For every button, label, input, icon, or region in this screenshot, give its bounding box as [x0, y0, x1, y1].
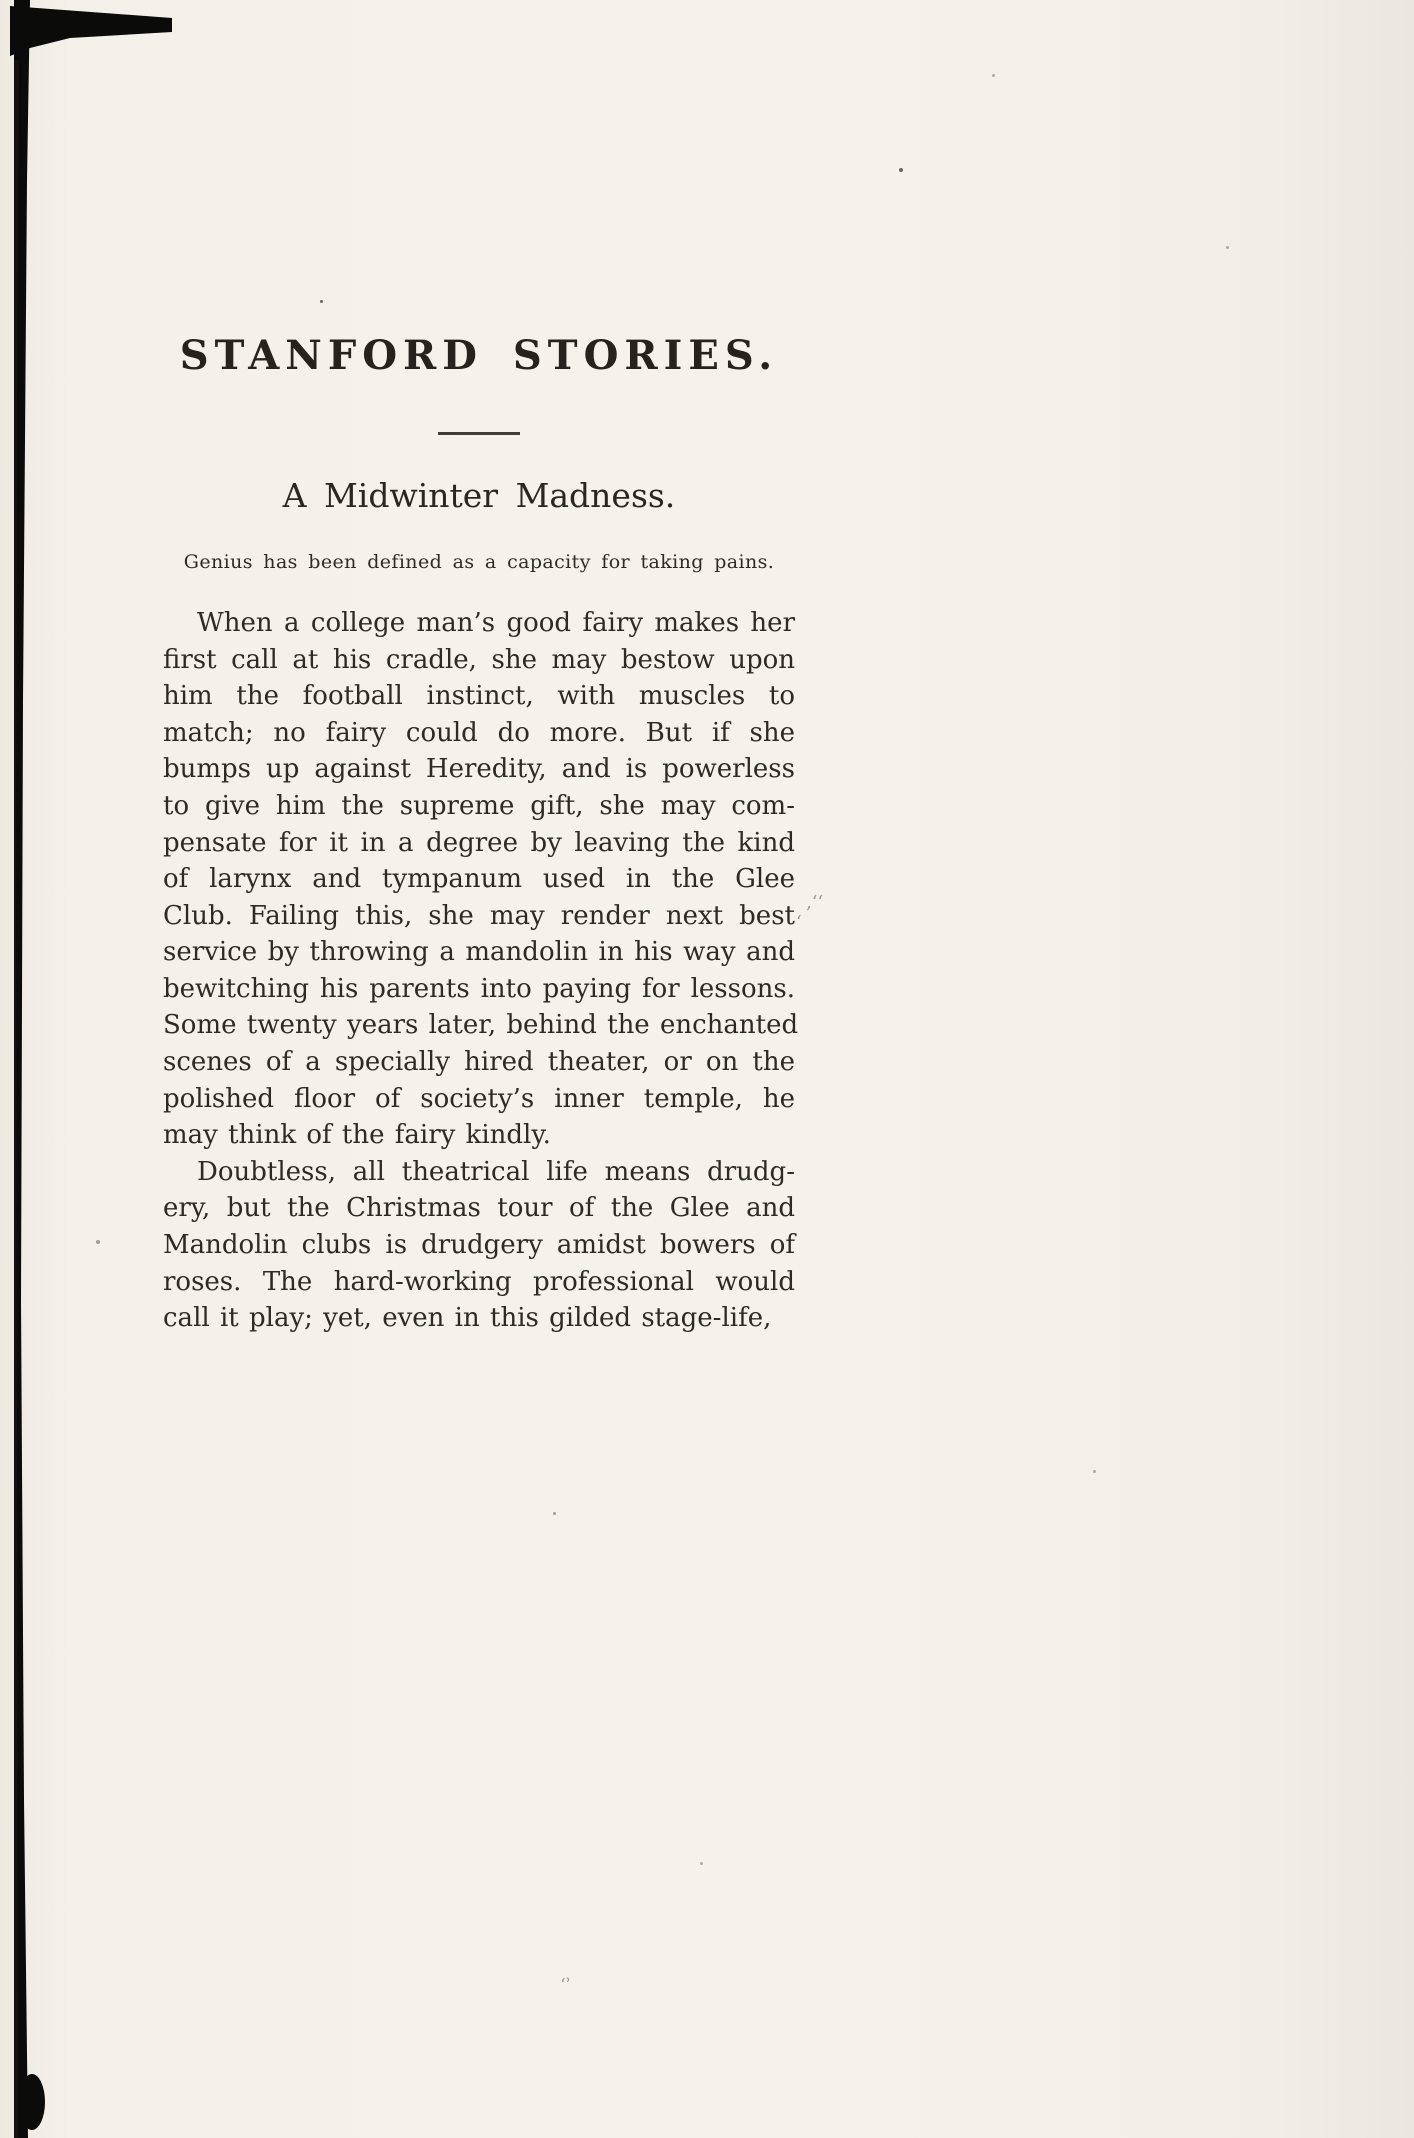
text-line: Mandolin clubs is drudgery amidst bowers of [163, 1230, 795, 1261]
text-line: roses. The hard-working professional would [163, 1266, 795, 1297]
text-line: him the football instinct, with muscles to [163, 681, 795, 712]
chapter-title: A Midwinter Madness. [282, 476, 676, 515]
scan-smudge: ‘ʾ [560, 1975, 572, 1996]
binding-top-wedge [10, 6, 172, 56]
scan-speck [992, 74, 995, 77]
body-text [163, 605, 799, 1337]
text-line: first call at his cradle, she may bestow upon [163, 644, 795, 675]
text-line: bumps up against Heredity, and is powerless [163, 754, 795, 785]
scan-speck [320, 300, 323, 303]
scan-speck [553, 1512, 556, 1515]
text-line: may think of the fairy kindly. [163, 1120, 551, 1151]
text-line: Doubtless, all theatrical life means drudg- [197, 1156, 795, 1187]
scan-speck [899, 168, 903, 172]
text-line: service by throwing a mandolin in his way and [163, 937, 795, 968]
scan-speck [1226, 246, 1229, 249]
text-line: bewitching his parents into paying for lessons. [163, 973, 795, 1004]
text-column [163, 332, 799, 1337]
text-line: ery, but the Christmas tour of the Glee and [163, 1193, 795, 1224]
text-line: Club. Failing this, she may render next best [163, 900, 795, 931]
binding-bottom-blob [19, 2074, 45, 2130]
scan-speck [96, 1240, 100, 1244]
scan-speck [1093, 1470, 1096, 1473]
epigraph: Genius has been defined as a capacity for taking pains. [183, 550, 775, 573]
text-line: Some twenty years later, behind the enchanted [163, 1010, 799, 1041]
text-line: match; no fairy could do more. But if she [163, 717, 795, 748]
scan-smudge: ‚ʻ‘ [806, 892, 824, 913]
text-line: of larynx and tympanum used in the Glee [163, 864, 795, 895]
paragraph-1 [163, 605, 799, 1154]
scan-smudge: ʻ [796, 912, 802, 933]
text-line: polished floor of society’s inner temple, he [163, 1083, 795, 1114]
text-line: call it play; yet, even in this gilded stage-life, [163, 1303, 772, 1334]
paragraph-2 [163, 1154, 795, 1337]
book-title: STANFORD STORIES. [179, 332, 779, 379]
text-line: scenes of a specially hired theater, or on the [163, 1047, 795, 1078]
scan-speck [700, 1862, 703, 1865]
text-line: pensate for it in a degree by leaving the kind [163, 827, 795, 858]
title-divider-rule [438, 432, 520, 435]
text-line: to give him the supreme gift, she may com- [163, 790, 795, 821]
text-line: When a college man’s good fairy makes her [197, 607, 795, 638]
